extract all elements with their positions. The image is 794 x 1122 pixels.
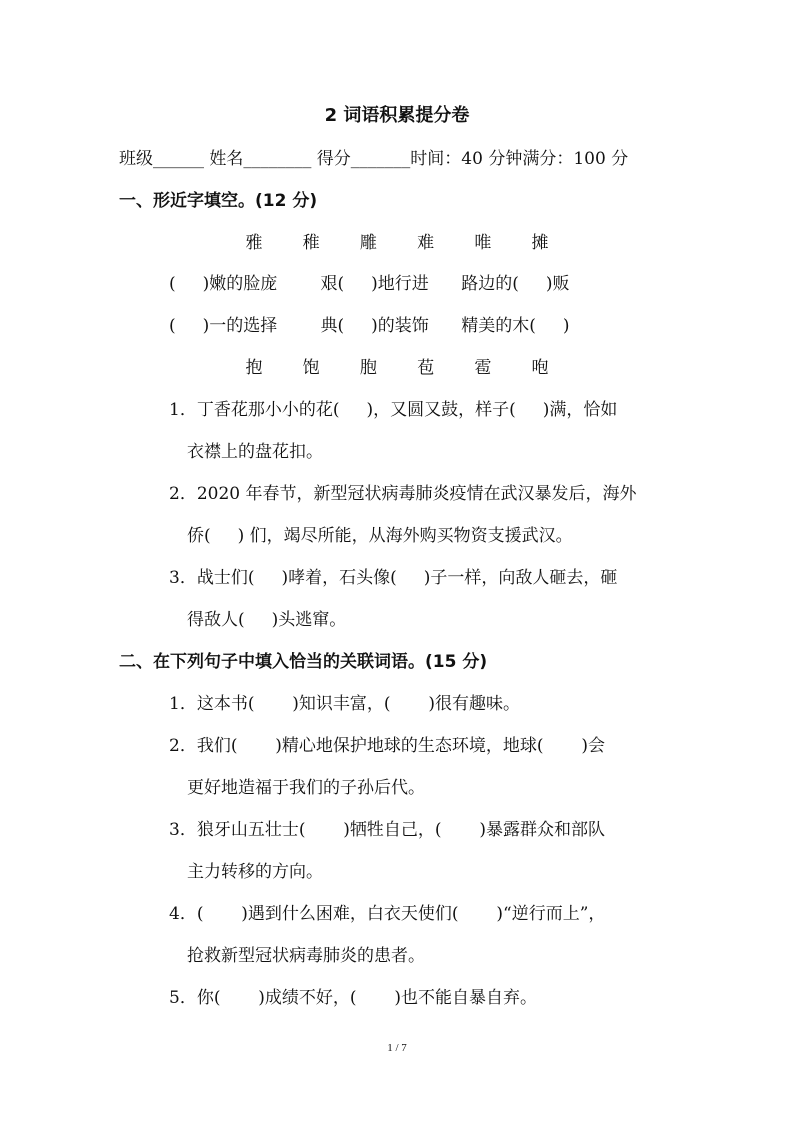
fill-row-1: ( )嫩的脸庞 艰( )地行进 路边的( )贩 <box>169 274 570 294</box>
s2-question-4-cont: 抢救新型冠状病毒肺炎的患者。 <box>187 946 425 966</box>
s2-question-1: 1．这本书( )知识丰富，( )很有趣味。 <box>169 694 520 714</box>
s1-question-2: 2．2020 年春节，新型冠状病毒肺炎疫情在武汉暴发后，海外 <box>169 484 637 504</box>
char-group-a: 雅 稚 雕 难 唯 摊 <box>245 233 549 253</box>
page-title: 2 词语积累提分卷 <box>324 105 470 126</box>
s2-question-2-cont: 更好地造福于我们的子孙后代。 <box>187 778 425 798</box>
fill-row-2: ( )一的选择 典( )的装饰 精美的木( ) <box>169 316 570 336</box>
s2-question-5: 5．你( )成绩不好，( )也不能自暴自弃。 <box>169 988 537 1008</box>
s1-question-3-cont: 得敌人( )头逃窜。 <box>187 610 347 630</box>
s2-question-3-cont: 主力转移的方向。 <box>187 862 323 882</box>
s1-question-2-cont: 侨( ) 们，竭尽所能，从海外购买物资支援武汉。 <box>187 526 573 546</box>
s1-question-3: 3．战士们( )哮着，石头像( )子一样，向敌人砸去，砸 <box>169 568 618 588</box>
char-group-b: 抱 饱 胞 苞 雹 咆 <box>245 358 549 378</box>
page-number: 1 / 7 <box>387 1042 407 1054</box>
section-1-heading: 一、形近字填空。(12 分) <box>119 191 318 211</box>
s1-question-1: 1．丁香花那小小的花( )，又圆又鼓，样子( )满，恰如 <box>169 400 618 420</box>
s2-question-4: 4．( )遇到什么困难，白衣天使们( )“逆行而上”， <box>169 904 606 924</box>
s2-question-2: 2．我们( )精心地保护地球的生态环境，地球( )会 <box>169 736 605 756</box>
student-info-line: 班级______ 姓名________ 得分_______时间：40 分钟满分：100 分 <box>119 149 629 169</box>
s2-question-3: 3．狼牙山五壮士( )牺牲自己，( )暴露群众和部队 <box>169 820 605 840</box>
section-2-heading: 二、在下列句子中填入恰当的关联词语。(15 分) <box>119 652 488 672</box>
s1-question-1-cont: 衣襟上的盘花扣。 <box>187 442 323 462</box>
